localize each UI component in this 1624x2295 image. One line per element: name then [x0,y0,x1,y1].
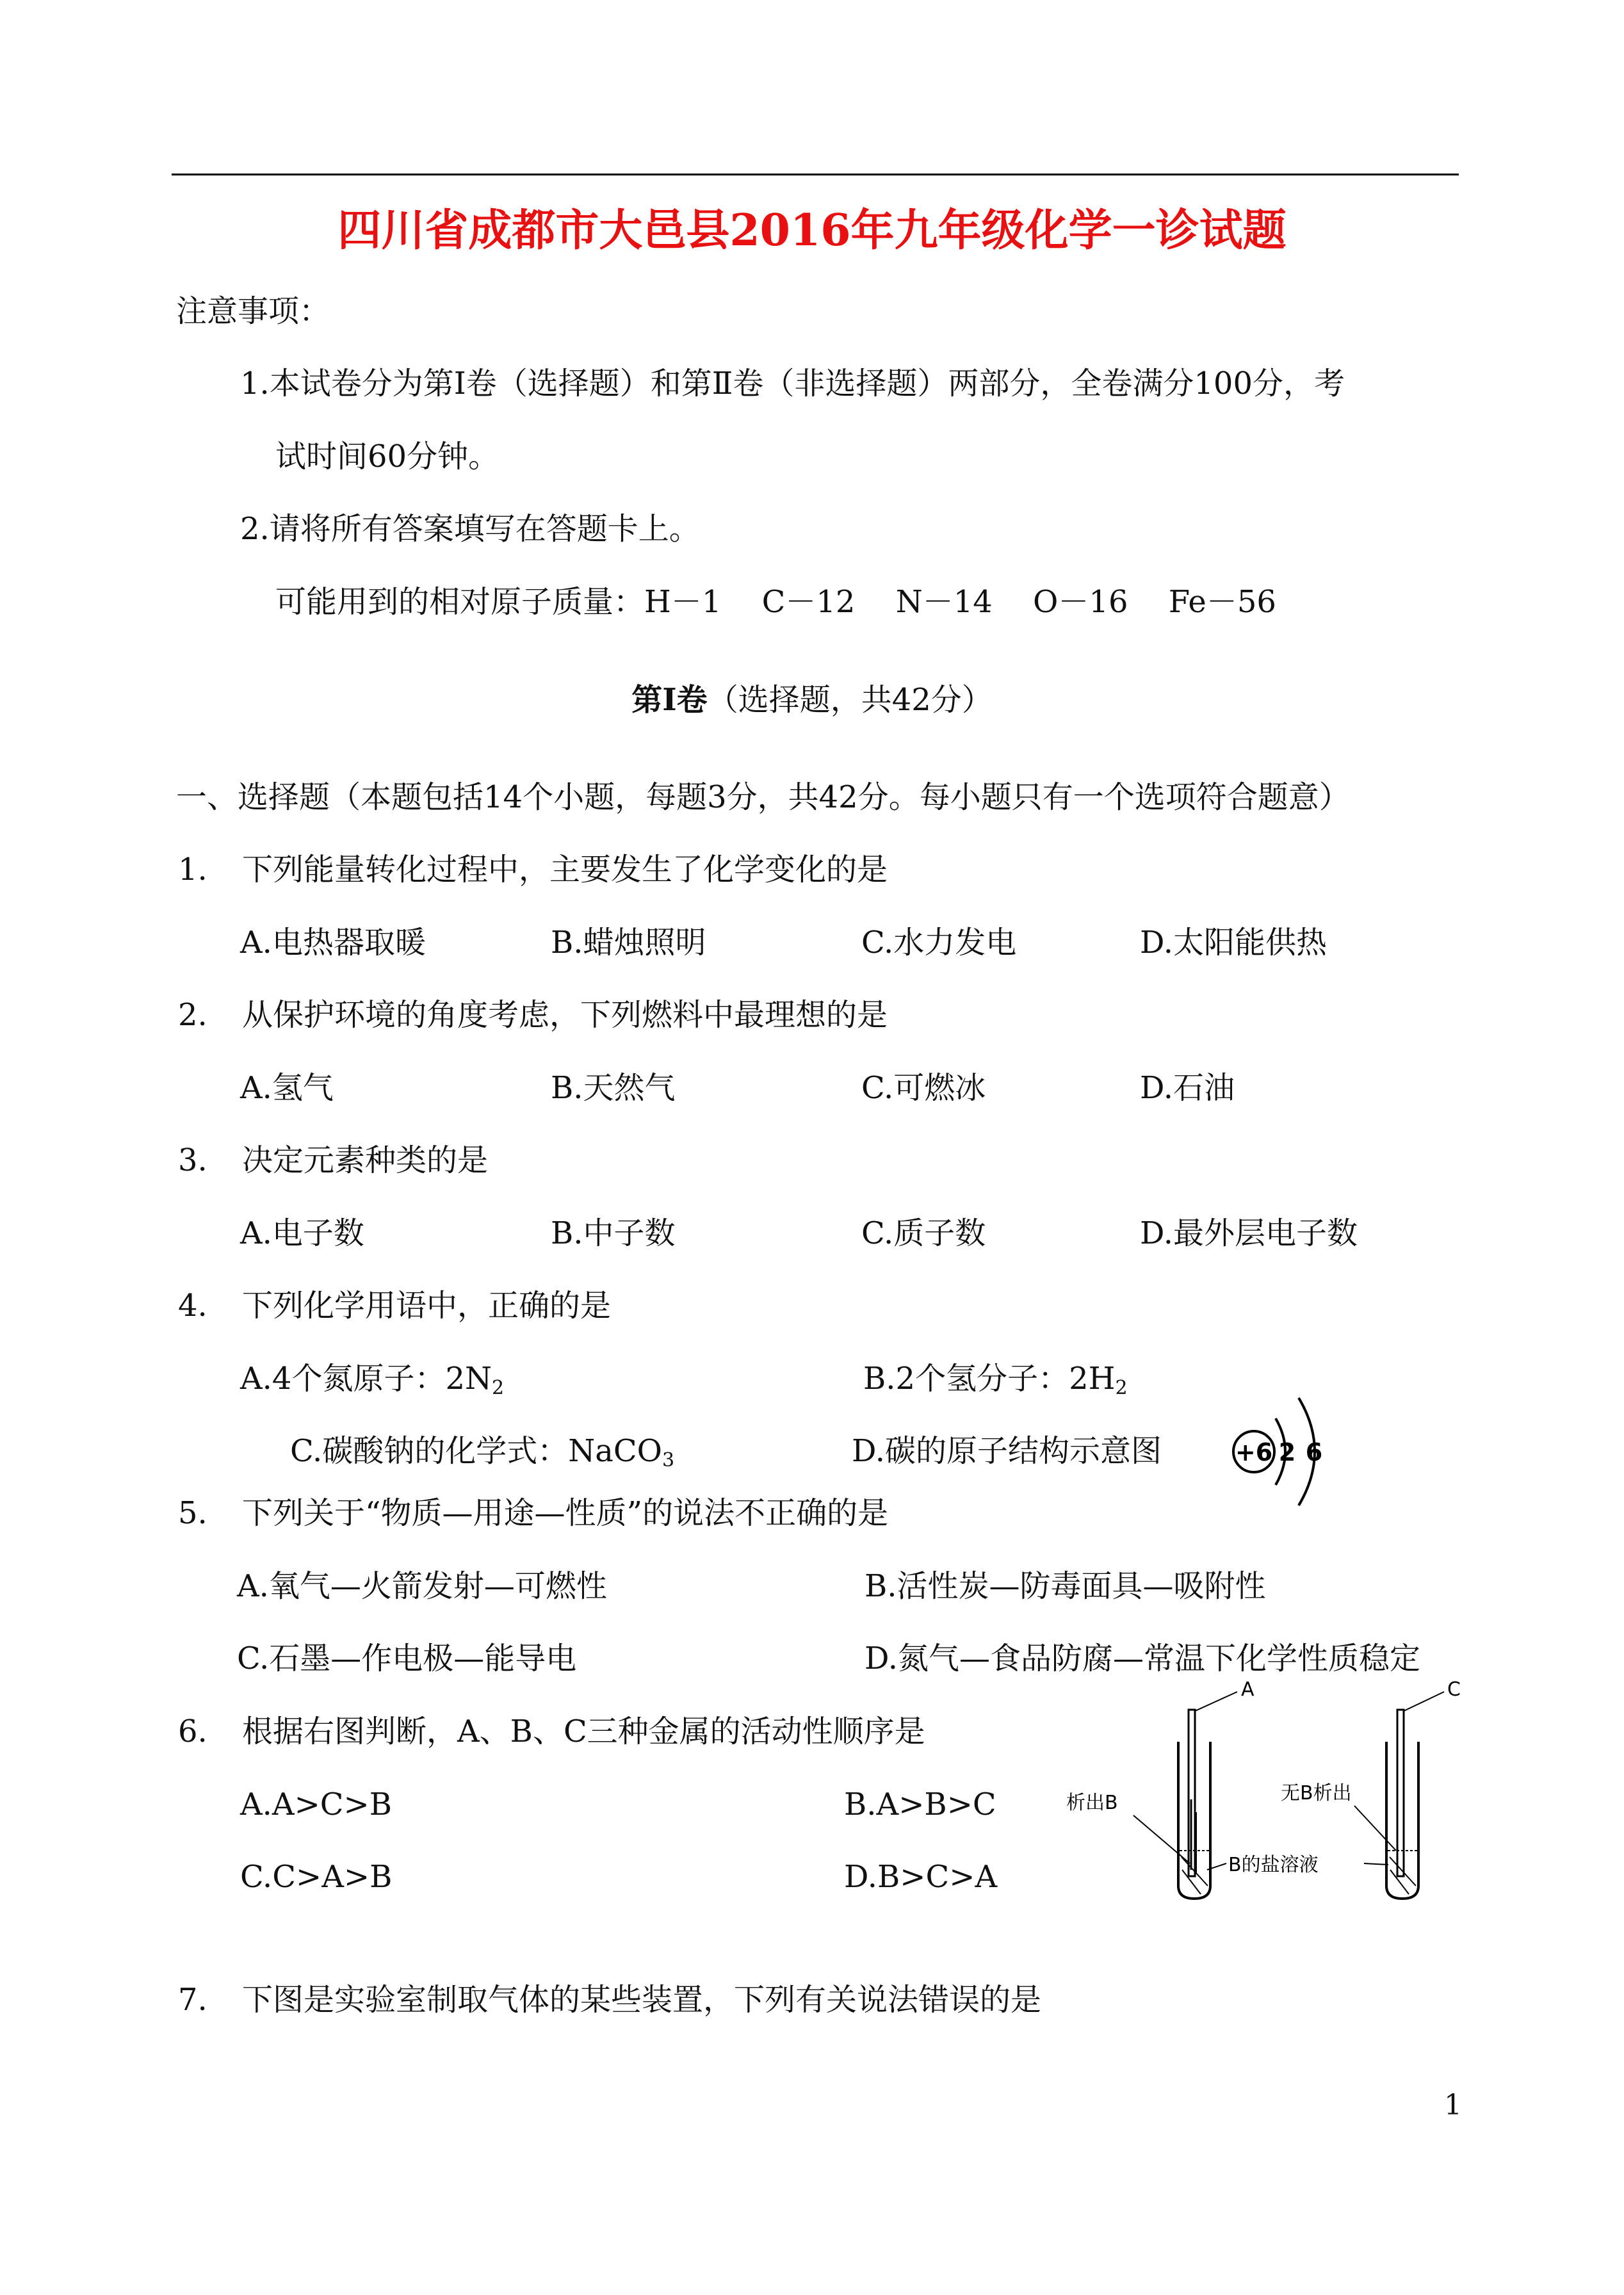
right-note-no-deposit: 无B析出 [1281,1782,1352,1804]
option-b: B.中子数 [551,1215,676,1251]
option-a-subscript: 2 [492,1377,505,1399]
section-heading-rest: （选择题，共42分） [707,682,993,718]
label-c-leader [1404,1692,1444,1711]
label-a: A [1241,1678,1255,1701]
left-note-deposit-b: 析出B [1066,1792,1118,1814]
option-c: C.C>A>B [240,1859,393,1895]
question-number: 3. [178,1142,207,1178]
option-a [240,1361,504,1397]
salt-solution-label: B的盐溶液 [1228,1854,1319,1876]
section-heading [0,682,1624,718]
option-b: B.A>B>C [844,1787,996,1822]
option-c: C.石墨—作电极—能导电 [237,1641,577,1676]
question-stem: 根据右图判断，A、B、C三种金属的活动性顺序是 [242,1714,925,1749]
question-number: 4. [178,1288,207,1324]
nucleus-charge: +6 [1235,1438,1273,1466]
solution-leader [1364,1863,1388,1865]
option-c-subscript: 3 [662,1449,675,1472]
option-b-subscript: 2 [1115,1377,1128,1399]
question-number: 5. [178,1495,207,1531]
option-d: D.氮气—食品防腐—常温下化学性质稳定 [865,1641,1421,1676]
right-note-leader [1354,1806,1396,1851]
question-number: 6. [178,1714,207,1749]
notice-item-1-line-2: 试时间60分钟。 [275,439,499,474]
notice-item-1-line-1: 1.本试卷分为第Ⅰ卷（选择题）和第Ⅱ卷（非选择题）两部分，全卷满分100分，考 [240,366,1345,401]
option-d: D.B>C>A [844,1859,998,1895]
question-stem: 下列关于“物质—用途—性质”的说法不正确的是 [242,1495,889,1531]
question-number: 1. [178,852,207,888]
option-b: B.活性炭—防毒面具—吸附性 [865,1568,1266,1604]
left-note-leader [1133,1815,1190,1863]
option-a: A.电热器取暖 [240,925,426,961]
option-b [863,1361,1128,1397]
notice-heading: 注意事项： [176,293,330,329]
label-a-leader [1195,1692,1237,1711]
carbon-atom-structure-diagram [1217,1393,1338,1511]
question-stem: 下列能量转化过程中，主要发生了化学变化的是 [242,852,888,888]
atomic-mass-line: 可能用到的相对原子质量：H－1 C－12 N－14 O－16 Fe－56 [275,584,1276,620]
option-a: A.A>C>B [240,1787,393,1822]
section-heading-bold: 第Ⅰ卷 [631,682,708,718]
notice-item-2: 2.请将所有答案填写在答题卡上。 [240,511,700,547]
page-number: 1 [1444,2089,1462,2121]
question-stem: 从保护环境的角度考虑，下列燃料中最理想的是 [242,997,888,1033]
header-rule [172,174,1459,175]
question-stem: 下图是实验室制取气体的某些装置，下列有关说法错误的是 [242,1982,1042,2018]
question-number: 2. [178,997,207,1033]
option-b: B.天然气 [551,1070,676,1106]
label-c: C [1447,1678,1461,1701]
option-c: C.水力发电 [861,925,1017,961]
option-a: A.氧气—火箭发射—可燃性 [237,1568,607,1604]
question-stem: 决定元素种类的是 [242,1142,489,1178]
part-heading: 一、选择题（本题包括14个小题，每题3分，共42分。每小题只有一个选项符合题意） [176,779,1350,815]
question-stem: 下列化学用语中，正确的是 [242,1288,612,1324]
outer-shell-electrons: 6 [1305,1438,1323,1466]
option-a-text: A.4个氮原子：2N [240,1361,492,1397]
option-c: C.质子数 [861,1215,986,1251]
option-c: C.可燃冰 [861,1070,986,1106]
question-number: 7. [178,1982,207,2018]
option-d: D.最外层电子数 [1140,1215,1358,1251]
metal-activity-test-tube-figure [1063,1678,1505,1908]
option-a: A.电子数 [240,1215,364,1251]
option-c-text: C.碳酸钠的化学式：NaCO [290,1433,662,1469]
option-a: A.氢气 [240,1070,334,1106]
option-d: D.石油 [1140,1070,1235,1106]
option-b: B.蜡烛照明 [551,925,706,961]
option-d: D.碳的原子结构示意图 [852,1433,1162,1469]
page-title: 四川省成都市大邑县2016年九年级化学一诊试题 [337,205,1287,256]
option-b-text: B.2个氢分子：2H [863,1361,1116,1397]
option-c [290,1433,675,1472]
option-d: D.太阳能供热 [1140,925,1328,961]
inner-shell-electrons: 2 [1278,1438,1296,1466]
